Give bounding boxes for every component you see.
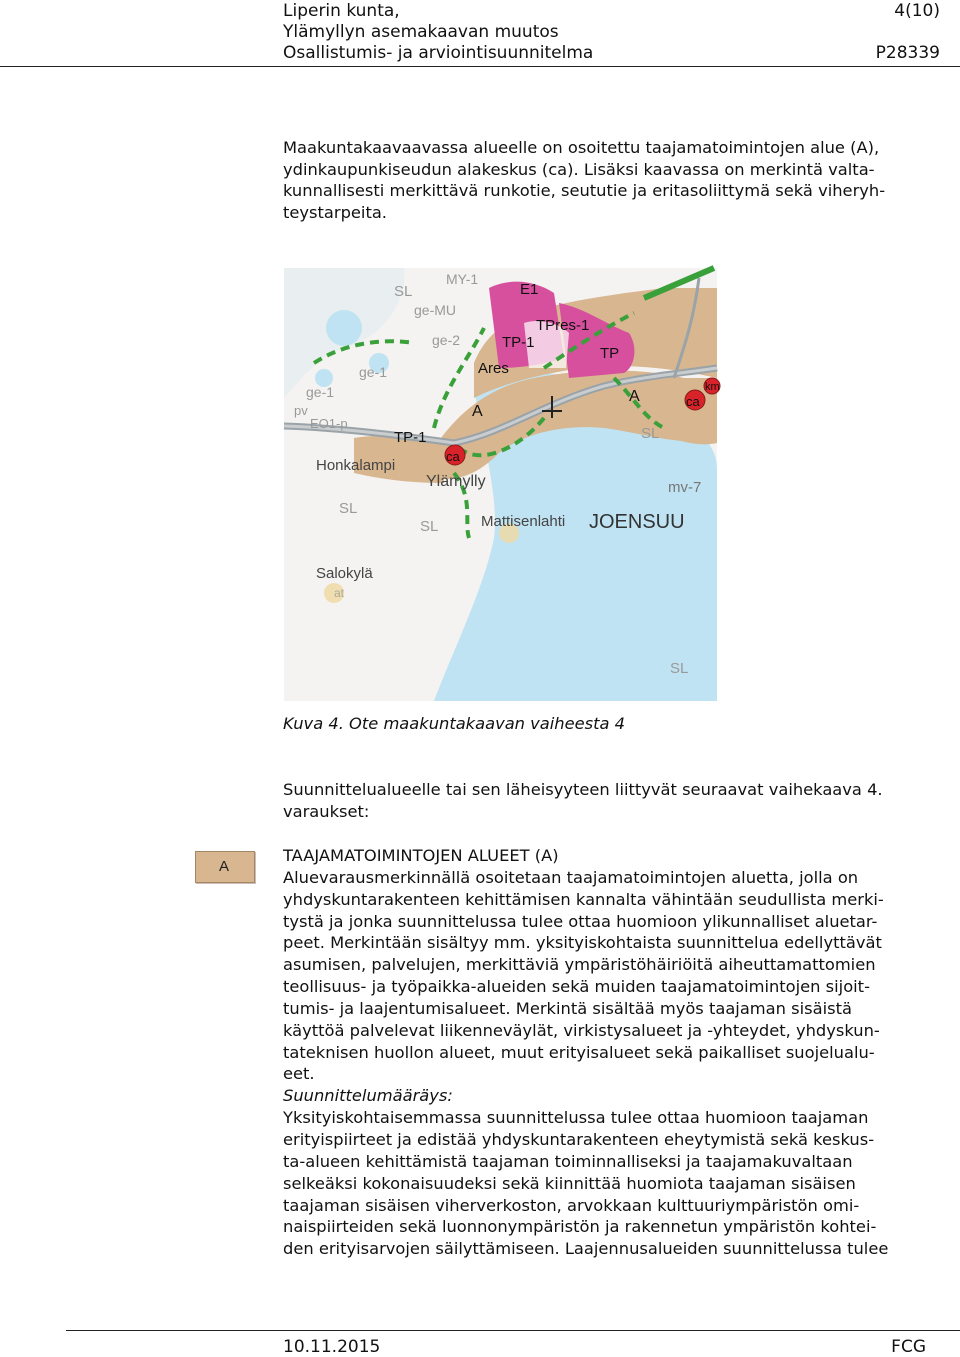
- map-label: ge-2: [432, 332, 461, 348]
- legend-symbol-label: A: [219, 858, 230, 875]
- map-label: SL: [420, 518, 439, 535]
- map-label: ge-1: [306, 384, 335, 400]
- header-project: Ylämyllyn asemakaavan muutos: [283, 22, 559, 42]
- regulation-line: den erityisarvojen säilyttämiseen. Laajennusalueiden suunnittelussa tulee: [283, 1239, 889, 1259]
- legend-description: [283, 845, 956, 1260]
- map-label: mv-7: [668, 479, 702, 496]
- map-label: Ares: [478, 360, 509, 377]
- page-number: 4(10): [894, 1, 940, 21]
- figure-caption: Kuva 4. Ote maakuntakaavan vaiheesta 4: [283, 714, 626, 733]
- map-label: ca: [686, 394, 700, 409]
- map-label: TPres-1: [536, 317, 590, 334]
- footer-date: 10.11.2015: [283, 1337, 381, 1357]
- lead-line: varaukset:: [283, 801, 370, 821]
- map-label: pv: [294, 403, 308, 418]
- regulation-line: selkeäksi kokonaisuudeksi sekä kiinnittää huomiota taajaman sisäisen: [283, 1173, 856, 1193]
- map-label: ge-1: [359, 364, 388, 380]
- header-rule: [0, 66, 960, 67]
- description-line: teollisuus- ja työpaikka-alueiden sekä muiden taajamatoimintojen sijoit-: [283, 977, 870, 997]
- description-line: yhdyskuntarakenteen kehittämisen kannalta vähintään seudullista merki-: [283, 889, 884, 909]
- map-label: ge-MU: [414, 302, 457, 318]
- map-label: TP-1: [502, 334, 535, 351]
- intro-line: ydinkaupunkiseudun alakeskus (ca). Lisäksi kaavassa on merkintä valta-: [283, 159, 875, 179]
- map-label: at: [334, 586, 345, 600]
- lead-paragraph: [283, 779, 956, 822]
- map-label: Ylämylly: [426, 473, 486, 490]
- description-line: käyttöä palvelevat liikenneväylät, virkistysalueet ja -yhteydet, yhdyskun-: [283, 1020, 880, 1040]
- map-label: SL: [339, 500, 358, 517]
- description-line: tateknisen huollon alueet, muut erityisalueet sekä paikalliset suojelualu-: [283, 1042, 875, 1062]
- map-label: A: [629, 388, 640, 405]
- regulation-line: ta-alueen kehittämistä taajaman toiminnalliseksi ja taajamakuvaltaan: [283, 1151, 853, 1171]
- description-line: peet. Merkintään sisältyy mm. yksityiskohtaista suunnittelua edellyttävät: [283, 933, 882, 953]
- map-label: JOENSUU: [589, 511, 685, 533]
- regulation-title: Suunnittelumääräys:: [283, 1086, 453, 1106]
- description-line: tumis- ja laajentumisalueet. Merkintä sisältää myös taajaman sisäistä: [283, 998, 852, 1018]
- project-code: P28339: [875, 43, 940, 63]
- lead-line: Suunnittelualueelle tai sen läheisyyteen liittyvät seuraavat vaihekaava 4.: [283, 780, 883, 799]
- intro-line: Maakuntakaavaavassa alueelle on osoitettu taajamatoimintojen alue (A),: [283, 138, 880, 157]
- map-label: TP: [600, 345, 620, 362]
- intro-paragraph: [283, 137, 956, 224]
- regulation-line: naispiirteiden sekä luonnonympäristön ja rakennetun ympäristön kohtei-: [283, 1217, 877, 1237]
- description-line: eet.: [283, 1064, 315, 1084]
- map-label: Salokylä: [316, 565, 373, 582]
- header-municipality: Liperin kunta,: [283, 1, 400, 21]
- regulation-line: Yksityiskohtaisemmassa suunnittelussa tulee ottaa huomioon taajaman: [283, 1108, 869, 1128]
- map-label: SL: [641, 425, 660, 442]
- legend-symbol-a: [195, 851, 255, 883]
- description-line: asumisen, palvelujen, merkittäviä ympäristöhäiriöitä aiheuttamattomien: [283, 955, 876, 975]
- pond: [326, 310, 362, 346]
- regulation-line: taajaman sisäisen viherverkoston, arvokkaan kulttuuriympäristön omi-: [283, 1195, 860, 1215]
- map-label: Honkalampi: [316, 457, 396, 474]
- regulation-line: erityispiirteet ja edistää yhdyskuntarakenteen eheytymistä sekä keskus-: [283, 1129, 875, 1149]
- map-label: EO1-p: [310, 416, 348, 431]
- map-label: TP-1: [394, 429, 427, 446]
- regional-plan-map: [284, 268, 720, 701]
- footer-rule: [66, 1330, 960, 1331]
- footer-company: FCG: [891, 1337, 926, 1357]
- description-line: Aluevarausmerkinnällä osoitetaan taajamatoimintojen aluetta, jolla on: [283, 867, 859, 887]
- map-label: E1: [520, 281, 539, 298]
- section-title: TAAJAMATOIMINTOJEN ALUEET (A): [283, 846, 559, 865]
- intro-line: kunnallisesti merkittävä runkotie, seututie ja eritasoliittymä sekä viheryh-: [283, 181, 886, 201]
- map-label: SL: [394, 283, 413, 300]
- map-label: km: [705, 381, 720, 393]
- map-label: ca: [446, 449, 460, 464]
- map-label: A: [472, 403, 483, 420]
- map-label: SL: [670, 660, 689, 677]
- intro-line: teystarpeita.: [283, 203, 387, 223]
- map-label: MY-1: [446, 271, 479, 287]
- header-document-type: Osallistumis- ja arviointisuunnitelma: [283, 43, 594, 63]
- description-line: tystä ja jonka suunnittelussa tulee ottaa huomioon ylikunnalliset aluetar-: [283, 911, 878, 931]
- map-label: Mattisenlahti: [481, 513, 566, 530]
